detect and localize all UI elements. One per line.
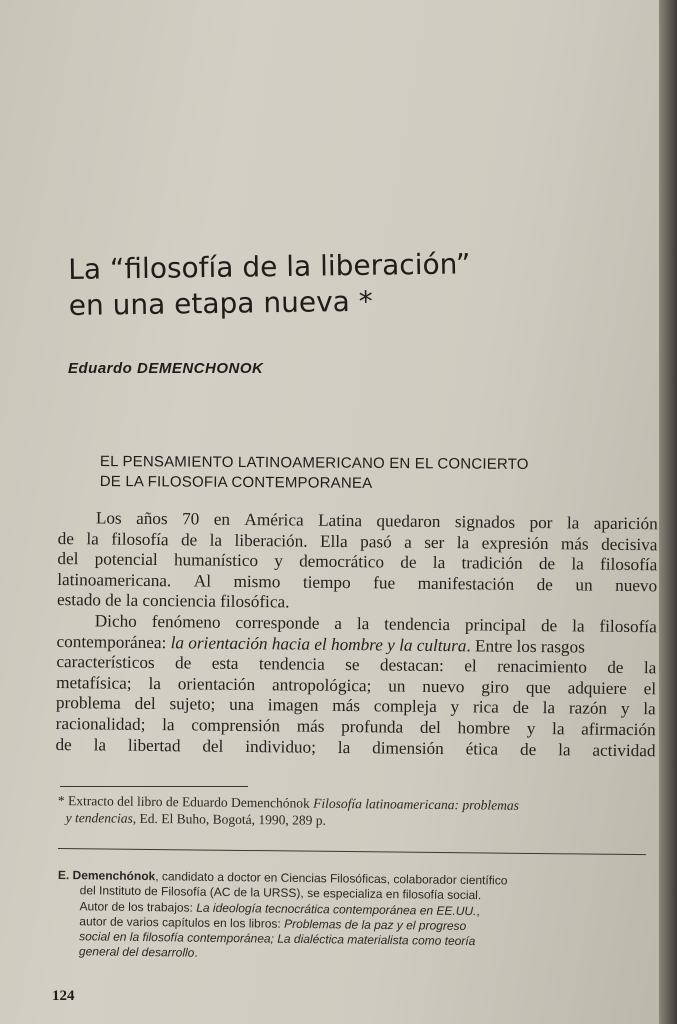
word: tendencia [258, 654, 325, 674]
word: de [512, 698, 529, 718]
word: problema [55, 693, 121, 714]
word: adquiere [567, 678, 627, 698]
word: nuevo [422, 676, 465, 697]
word: fue [373, 573, 396, 593]
footnote-book-title: Filosofía latinoamericana: problemas [313, 795, 520, 813]
word: tiempo [302, 572, 351, 592]
body-text-span: . Entre los rasgos [466, 635, 585, 657]
word: giro [481, 677, 510, 697]
word: la [162, 715, 175, 735]
author-bio [57, 868, 658, 967]
word: liberación. [234, 530, 308, 551]
word: filosofía [599, 554, 658, 575]
word: dimensión [372, 737, 444, 758]
bio-name: E. Demenchónok [57, 868, 156, 884]
bio-text: autor de varios capítulos en los libros: [79, 914, 281, 931]
word: latinoamericana. [57, 569, 172, 590]
word: de [57, 528, 75, 548]
word: de [519, 739, 537, 759]
word: renacimiento [497, 656, 587, 677]
word: característicos [56, 652, 155, 673]
word: filosofía [599, 616, 657, 637]
word: destacan: [379, 655, 444, 676]
word: nuevo [615, 575, 658, 596]
bio-text: . [194, 946, 198, 961]
word: el [464, 656, 477, 676]
body-text-span: contemporánea: [56, 631, 167, 652]
word: la [356, 614, 370, 634]
word: corresponde [235, 612, 320, 633]
word: sujeto; [169, 694, 216, 715]
word: democrático [299, 551, 385, 572]
word: la [643, 699, 656, 719]
word: más [560, 533, 589, 554]
word: la [148, 673, 162, 693]
word: signados [454, 512, 516, 532]
word: la [86, 528, 99, 549]
word: el [643, 678, 657, 699]
word: más [332, 696, 361, 716]
word: antropológica; [271, 675, 372, 696]
word: del [419, 717, 441, 737]
word: de [607, 657, 624, 678]
word: actividad [592, 740, 656, 760]
word: tendencia [384, 614, 451, 635]
word: manifestación [417, 573, 515, 594]
emphasized-phrase: la orientación hacia el hombre y la cultura [170, 632, 467, 655]
word: del [134, 694, 156, 714]
word: la [558, 739, 571, 759]
author-name: Eduardo DEMENCHONOK [68, 360, 264, 377]
bio-text: , [476, 903, 480, 918]
word: la [432, 553, 446, 573]
word: Los [95, 508, 122, 528]
word: orientación [177, 674, 256, 694]
word: racionalidad; [55, 713, 146, 734]
word: Ella [319, 531, 348, 551]
word: metafísica; [56, 672, 132, 693]
word: y [526, 718, 536, 738]
word: aparición [593, 513, 658, 534]
word: Latina [318, 510, 363, 531]
word: potencial [94, 549, 158, 570]
section-heading [100, 452, 620, 496]
word: por [529, 512, 553, 533]
word: del [202, 736, 224, 756]
word: la [552, 719, 565, 739]
word: que [525, 677, 551, 697]
bio-work-title: social en la filosofía contemporánea; La dialéctica materialista como teoría [79, 929, 476, 949]
article-title [68, 245, 589, 324]
footnote-publisher: , Ed. El Buho, Bogotá, 1990, 289 p. [132, 810, 327, 828]
word: y [274, 551, 283, 571]
word: decisiva [601, 534, 658, 554]
bio-work-title: La ideología tecnocrática contemporánea en EE.UU. [196, 900, 477, 918]
word: 70 [182, 509, 200, 529]
word: la [572, 616, 585, 636]
article-title-line-1: La “filosofía de la liberación” [68, 247, 471, 286]
word: de [536, 574, 553, 594]
word: de [175, 653, 192, 673]
word: la [93, 734, 107, 755]
word: libertad [127, 735, 181, 755]
word: de [55, 734, 72, 754]
section-heading-line-2: DE LA FILOSOFIA CONTEMPORANEA [99, 472, 373, 492]
word: años [136, 508, 168, 529]
word: rica [472, 697, 499, 717]
footnote-book-title-cont: y tendencias [65, 810, 133, 826]
bio-separator [58, 848, 646, 855]
word: afirmación [581, 719, 656, 740]
word: la [337, 737, 351, 757]
word: compleja [373, 696, 437, 717]
word: de [540, 616, 558, 636]
word: imagen [267, 695, 319, 716]
word: la [566, 513, 580, 533]
word: la [542, 698, 556, 718]
bio-work-title: Problemas de la paz y el progreso [284, 916, 467, 933]
footnote-prefix: * Extracto del libro de Eduardo Demenchónok [57, 792, 310, 811]
word: en [213, 509, 231, 529]
word: ética [465, 738, 499, 759]
section-heading-line-1: EL PENSAMIENTO LATINOAMERICANO EN EL CONCIERTO [99, 452, 529, 473]
word: la [643, 658, 657, 678]
word: humanístico [173, 550, 259, 571]
word: y [620, 699, 630, 719]
body-text [55, 508, 658, 761]
word: un [575, 575, 593, 595]
word: la [571, 554, 584, 574]
word: tradición [461, 553, 523, 574]
word: Al [193, 571, 212, 591]
word: de [180, 529, 198, 550]
word: y [450, 697, 460, 717]
word: fenómeno [151, 611, 221, 632]
word: a [334, 613, 343, 633]
word: hombre [457, 718, 511, 738]
word: esta [211, 653, 239, 674]
word: pasó [360, 531, 392, 552]
word: comprensión [191, 715, 281, 736]
footnote [58, 792, 658, 832]
page-number: 124 [52, 988, 75, 1004]
bio-text: Autor de los trabajos: [79, 898, 194, 915]
word: ser [424, 532, 445, 552]
word: profunda [341, 716, 404, 737]
footnote-separator [60, 786, 248, 787]
word: más [296, 716, 325, 736]
word: de [538, 554, 556, 574]
word: la [209, 530, 223, 550]
word: individuo; [245, 736, 317, 757]
word: del [57, 549, 79, 569]
word: un [388, 676, 406, 696]
word: América [244, 509, 304, 530]
word: Dicho [94, 611, 137, 631]
body-line: estado de la conciencia filosófica. [56, 590, 290, 612]
word: la [456, 532, 470, 552]
word: de [400, 552, 417, 572]
word: filosofía [111, 529, 169, 549]
page-edge-shadow [659, 0, 677, 1024]
word: se [345, 655, 360, 675]
article-title-line-2: en una etapa nueva * [68, 284, 373, 322]
word: principal [464, 615, 527, 635]
word: mismo [233, 571, 281, 592]
bio-text: del Instituto de Filosofía (AC de la URSS), se especializa en filosofía social. [79, 883, 482, 903]
word: expresión [481, 533, 549, 553]
word: a [404, 532, 412, 552]
bio-text: , candidato a doctor en Ciencias Filosóficas, colaborador científico [155, 869, 508, 888]
bio-work-title: general del desarrollo [78, 944, 195, 961]
word: una [229, 695, 255, 715]
word: quedaron [376, 511, 441, 532]
word: razón [568, 698, 608, 719]
